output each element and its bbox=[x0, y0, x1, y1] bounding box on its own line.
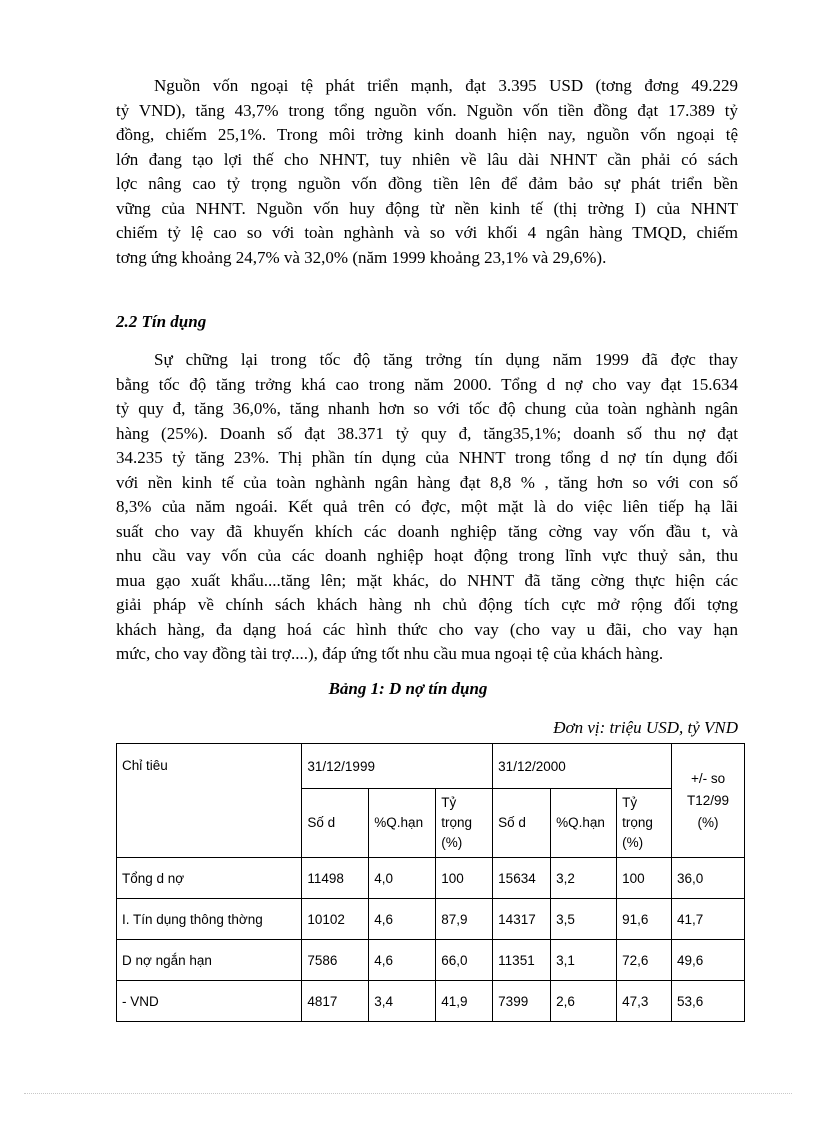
cell-balance-2000: 7399 bbox=[493, 981, 551, 1022]
paragraph-line: Nguồn vốn ngoại tệ phát triển mạnh, đạt 3.395 USD (tơng đơng 49.229 bbox=[154, 76, 738, 95]
cell-change: 53,6 bbox=[672, 981, 745, 1022]
paragraph-line: 8,3% của năm ngoái. Kết quả trên có đợc, một mặt là do việc liên tiếp hạ lãi bbox=[116, 497, 738, 516]
cell-share-2000: 72,6 bbox=[617, 940, 672, 981]
header-share-line: Tỷ trọng bbox=[441, 795, 473, 830]
cell-overdue-1999: 4,0 bbox=[369, 858, 436, 899]
header-period-2000: 31/12/2000 bbox=[493, 744, 672, 789]
paragraph-line: nhu cầu vay vốn của các doanh nghiệp hoạt động trong lĩnh vực thuỷ sản, thu bbox=[116, 546, 738, 565]
paragraph-line: hàng (25%). Doanh số đạt 38.371 tỷ quy đ, tăng35,1%; doanh số thu nợ đạt bbox=[116, 423, 738, 443]
cell-share-2000: 91,6 bbox=[617, 899, 672, 940]
paragraph-line: mức, cho vay đồng tài trợ....), đáp ứng tốt nhu cầu mua ngoại tệ của khách hàng. bbox=[116, 644, 664, 663]
table-unit-note: Đơn vị: triệu USD, tỷ VND bbox=[553, 718, 738, 737]
paragraph-line: tơng ứng khoảng 24,7% và 32,0% (năm 1999 khoảng 23,1% và 29,6%). bbox=[116, 247, 607, 267]
cell-overdue-1999: 4,6 bbox=[369, 940, 436, 981]
paragraph-line: 34.235 tỷ tăng 23%. Thị phần tín dụng của NHNT trong tổng d nợ tín dụng đối bbox=[116, 448, 738, 467]
header-share-line: Tỷ trọng bbox=[622, 795, 653, 830]
table-row bbox=[117, 940, 745, 981]
credit-table bbox=[116, 743, 745, 1022]
table-header-row bbox=[117, 744, 745, 789]
header-share bbox=[617, 789, 672, 858]
cell-change: 49,6 bbox=[672, 940, 745, 981]
cell-share-1999: 87,9 bbox=[436, 899, 493, 940]
cell-change: 36,0 bbox=[672, 858, 745, 899]
cell-overdue-2000: 3,5 bbox=[551, 899, 617, 940]
header-change bbox=[672, 744, 745, 858]
paragraph-credit bbox=[116, 348, 738, 667]
row-label: I. Tín dụng thông thờng bbox=[117, 899, 302, 940]
paragraph-line: vững của NHNT. Nguồn vốn huy động từ nền kinh tế (thị trờng I) của NHNT bbox=[116, 198, 738, 218]
cell-share-1999: 66,0 bbox=[436, 940, 493, 981]
header-balance: Số d bbox=[302, 789, 369, 858]
paragraph-line: lợc nâng cao tỷ trọng nguồn vốn đồng tiền lên để đảm bảo sự phát triển bền bbox=[116, 174, 738, 193]
cell-share-1999: 100 bbox=[436, 858, 493, 899]
header-change-line: +/- so bbox=[690, 770, 726, 786]
paragraph-line: khách hàng, đa dạng hoá các hình thức cho vay (cho vay u đãi, cho vay hạn bbox=[116, 619, 738, 639]
row-label: - VND bbox=[117, 981, 302, 1022]
paragraph-line: suất cho vay đã khuyến khích các doanh nghiệp tăng cờng vay vốn đầu t, và bbox=[116, 521, 738, 541]
cell-share-2000: 100 bbox=[617, 858, 672, 899]
cell-balance-2000: 11351 bbox=[493, 940, 551, 981]
cell-share-1999: 41,9 bbox=[436, 981, 493, 1022]
cell-overdue-2000: 2,6 bbox=[551, 981, 617, 1022]
table-row bbox=[117, 981, 745, 1022]
header-balance: Số d bbox=[493, 789, 551, 858]
header-share-line: (%) bbox=[622, 835, 644, 850]
paragraph-line: đồng, chiếm 25,1%. Trong môi trờng kinh doanh hiện nay, nguồn vốn ngoại tệ bbox=[116, 125, 738, 144]
header-change-line: T12/99 bbox=[687, 792, 730, 808]
paragraph-line: chiếm tỷ lệ cao so với toàn nghành và so với khối 4 ngân hàng TMQD, chiếm bbox=[116, 223, 738, 242]
paragraph-line: tỷ VND), tăng 43,7% trong tổng nguồn vốn. Nguồn vốn tiền đồng đạt 17.389 tỷ bbox=[116, 100, 738, 120]
paragraph-line: mua gạo xuất khẩu....tăng lên; mặt khác, do NHNT đã tăng cờng thực hiện các bbox=[116, 570, 738, 590]
header-overdue: %Q.hạn bbox=[551, 789, 617, 858]
row-label: Tổng d nợ bbox=[117, 858, 302, 899]
row-label: D nợ ngắn hạn bbox=[117, 940, 302, 981]
cell-balance-1999: 10102 bbox=[302, 899, 369, 940]
page-bottom-divider bbox=[24, 1093, 792, 1094]
section-heading: 2.2 Tín dụng bbox=[116, 312, 207, 331]
paragraph-line: với nền kinh tế của toàn nghành ngân hàng đạt 8,8 % , tăng hơn so với con số bbox=[116, 472, 738, 492]
table-row bbox=[117, 858, 745, 899]
cell-overdue-1999: 3,4 bbox=[369, 981, 436, 1022]
cell-overdue-2000: 3,2 bbox=[551, 858, 617, 899]
header-share-line: (%) bbox=[441, 835, 463, 850]
paragraph-foreign-capital bbox=[116, 74, 738, 270]
paragraph-line: lớn đang tạo lợi thế cho NHNT, tuy nhiên về lâu dài NHNT cần phải có sách bbox=[116, 149, 738, 169]
paragraph-line: tỷ quy đ, tăng 36,0%, tăng nhanh hơn so với tốc độ chung của toàn nghành ngân bbox=[116, 399, 738, 418]
table-row bbox=[117, 899, 745, 940]
cell-balance-1999: 4817 bbox=[302, 981, 369, 1022]
cell-overdue-1999: 4,6 bbox=[369, 899, 436, 940]
paragraph-line: giải pháp về chính sách khách hàng nh chủ động tích cực mở rộng đối tợng bbox=[116, 595, 738, 614]
paragraph-line: Sự chững lại trong tốc độ tăng trởng tín dụng năm 1999 đã đợc thay bbox=[154, 350, 738, 369]
header-overdue: %Q.hạn bbox=[369, 789, 436, 858]
cell-overdue-2000: 3,1 bbox=[551, 940, 617, 981]
cell-balance-2000: 15634 bbox=[493, 858, 551, 899]
cell-change: 41,7 bbox=[672, 899, 745, 940]
paragraph-line: bằng tốc độ tăng trởng khá cao trong năm 2000. Tổng d nợ cho vay đạt 15.634 bbox=[116, 374, 738, 394]
cell-balance-1999: 11498 bbox=[302, 858, 369, 899]
cell-share-2000: 47,3 bbox=[617, 981, 672, 1022]
header-indicator: Chỉ tiêu bbox=[117, 744, 302, 858]
header-change-line: (%) bbox=[697, 814, 719, 830]
cell-balance-1999: 7586 bbox=[302, 940, 369, 981]
header-period-1999: 31/12/1999 bbox=[302, 744, 493, 789]
cell-balance-2000: 14317 bbox=[493, 899, 551, 940]
header-share bbox=[436, 789, 493, 858]
table-title: Bảng 1: D nợ tín dụng bbox=[328, 679, 488, 698]
